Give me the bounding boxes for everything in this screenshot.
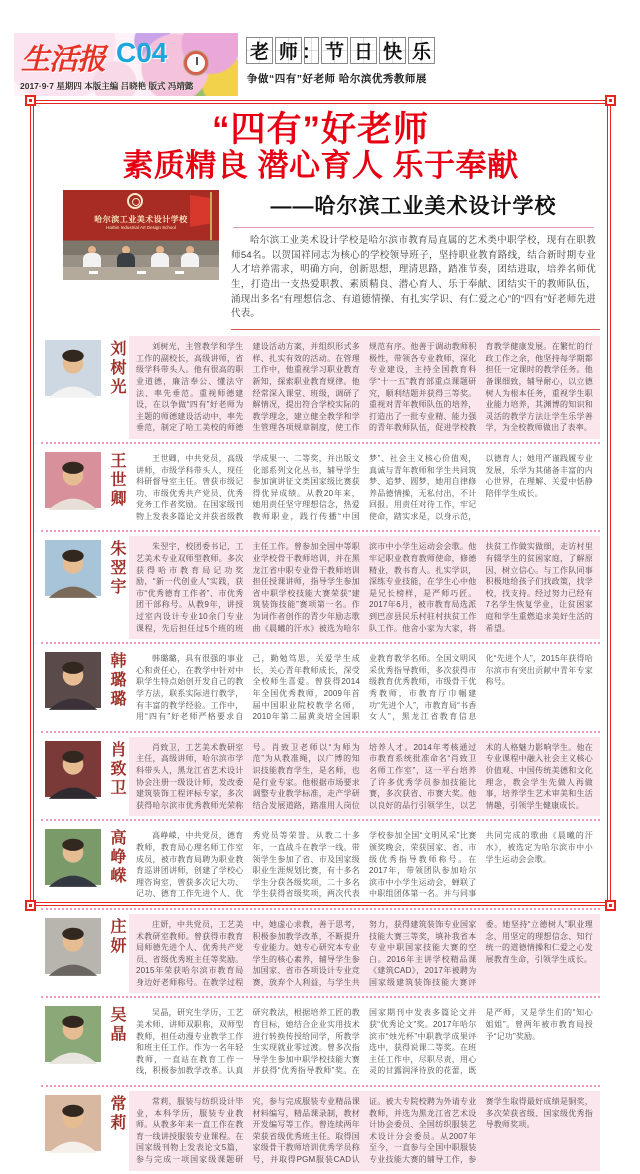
teacher-portrait (45, 1095, 101, 1151)
paper-sheet (89, 271, 98, 274)
teacher-portrait (45, 540, 101, 596)
teacher-bio: 刘树光，主管教学和学生工作的副校长，高级讲师，省级学科带头人。他有很高的职业道德，廉洁奉公、懂法守法、率先垂范。重视师德建设，在以争做“四有”好老师为主题的师德建设活动中，率先垂范，制定了哈工美校的师德建设活动方案，并组织形式多样、扎实有效的活动。在管理工作中，他重视学习职业教育新知，探索职业教育规律。他经常深入课堂、班级，调研了解情况，提出符合学校实际的教学理念，建立健全教学和学生管理各项规章制度，使工作规范有序。他善于调动教师积极性，带领各专业教师，深化专业建设，主持全国教育科学“十一五”教育部重点课题研究，顺利结题并获得三等奖。重视对青年教师队伍的培养，打造出了一批专业精、能力强的青年教师队伍，促进学校教育教学健康发展。在繁忙的行政工作之余，他坚持每学期都担任一定课时的教学任务。他备课细致，辅导耐心，以立德树人为根本任务，重视学生职业能力培养，其渊博的知识和灵活的教学方法让学生乐学善学，为全校教师做出了表率。 (129, 336, 600, 439)
teacher-portrait (45, 741, 101, 797)
banner-title (246, 37, 435, 64)
teacher-bio: 朱翌宇，校团委书记，工艺美术专业双师型教师。多次获得哈市教育局记功奖励，“新一代创业人”实践，获市“优秀德育工作者”、市优秀团干部称号。从教9年，讲授过室内设计专业10余门专业课程，先后担任过5个班的班主任工作。曾参加全国中等职业学校骨干教师培训，并在黑龙江省中职专业骨干教师培训担任授课讲师，指导学生参加省中职学校技能大赛荣获“建筑装饰技能”赛项第一名。作为词作者创作的青少年励志歌曲《晨曦的汗水》被选为哈尔滨市中小学生运动会会歌。他牢记职业教育教师使命，修德精业，教书育人。扎实学识，深练专业技能，在学生心中他是兄长榜样，是严师巧匠。2017年6月，被市教育局选派到巴彦县民乐村驻村扶贫工作队工作。他舍小家为大家，将扶贫工作做实做细，走访村里有辍学生的贫困家庭，了解原因，树立信心。与工作队同事积极地给孩子们找政策，找学校，找支持。经过努力已经有7名学生恢复学业，让贫困家庭和学生重燃追求美好生活的希望。 (129, 536, 600, 639)
page-code: C04 (116, 37, 168, 68)
person-silhouette-icon (45, 918, 101, 974)
teacher-row (41, 910, 600, 999)
person-silhouette-icon (45, 652, 101, 708)
teacher-name: 吴晶 (108, 1006, 127, 1045)
teacher-name: 常莉 (108, 1095, 127, 1134)
teacher-bio: 常莉，服装与纺织设计毕业，本科学历，服装专业教师。从教多年来一直工作在教育一线讲授服装专业课程。在国家级刊物上发表论文5篇，参与完成一项国家级课题研究，参与完成服装专业精品课材料编写，精品课录制，教材开发编写等工作。曾连续两年荣获省级优秀班主任。取得国家级骨干教师培训优秀学员称号，并取得PGM服装CAD认证。被大专院校聘为外请专业教师，并选为黑龙江省艺术设计协会委员、全国纺织服装艺术设计分会委员。从2007年至今，一直参与全国中职服装专业技能大赛的辅导工作，参赛学生取得最好成绩是铜奖，多次荣获省级、国家级优秀指导教师奖项。 (129, 1091, 600, 1171)
person-silhouette-icon (45, 340, 101, 396)
floral-collage (14, 33, 238, 96)
frame-corner-ornament (605, 95, 616, 106)
teacher-bio: 肖致卫，工艺美术教研室主任，高级讲师，哈尔滨市学科带头人，黑龙江省艺术设计协会注册一级设计师，发改委建筑装饰工程评标专家，多次获得哈尔滨市优秀教师光荣称号。肖致卫老师以“为师为范”为从教准绳，以广博的知识技能教育学生，是名师，也是行业专家。他根据市场要求调整专业教学标准，走产学研结合发展道路，踏准用人岗位培养人才。2014年考核通过市教育系统批准命名“肖致卫名师工作室”，这一平台培养了许多优秀学员参加技能比赛，多次获省、市赛大奖。他以良好的品行引领学生，以艺术的人格魅力影响学生。他在专业课程中融入社会主义核心价值观、中国传统美德和文化理念，教会学生先做人再做事，培养学生艺术审美和生活情趣，引领学生健康成长。 (129, 737, 600, 817)
lead-right (219, 190, 600, 322)
teacher-portrait (45, 452, 101, 508)
teacher-row (41, 444, 600, 533)
banner-char-box: 日 (350, 37, 377, 64)
teacher-name: 朱翌宇 (108, 540, 127, 598)
person-silhouette-icon (45, 741, 101, 797)
editor-text: 本版主编 吕晓艳 版式 冯靖懿 (84, 81, 194, 91)
teacher-name: 高峥嵘 (108, 829, 127, 887)
teacher-name: 庄妍 (108, 917, 127, 956)
teacher-portrait (45, 340, 101, 396)
person-silhouette-icon (45, 1095, 101, 1151)
teacher-name: 肖致卫 (108, 740, 127, 798)
teacher-portrait (45, 829, 101, 885)
date-text: 2017·9·7 星期四 (20, 81, 82, 91)
date-editor-line (20, 80, 193, 92)
teacher-portrait (45, 1006, 101, 1062)
teacher-list (41, 332, 600, 1173)
byline-rule (233, 227, 594, 228)
banner-char-box: 师 (275, 37, 302, 64)
school-photo (63, 190, 219, 280)
banner-char-box: 节 (321, 37, 348, 64)
frame-corner-ornament (25, 900, 36, 911)
frame-inner (33, 103, 608, 1164)
school-logo-icon (127, 193, 143, 209)
article-frame (30, 100, 611, 1164)
person-silhouette-icon (45, 540, 101, 596)
teacher-bio: 高峥嵘，中共党员，德育教师，教育局心理名师工作室成员，被市教育局聘为职业教育巡讲团讲师，创建了学校心理咨询室，曾获多次记大功、记功、德育工作先进个人、优秀党员等荣誉。从教二十多年，一直战斗在教学一线。带领学生参加了省、市及国家级职业生涯规划比赛，有十多名学生分获各级奖项，二十多名学生获得省级奖项，两次代表学校参加全国“文明风采”比赛颁奖晚会，荣获国家、省、市级优秀指导教师称号。在2017年，带领团队参加哈尔滨市中小学生运动会，蝉联了中职组团体第一名。并与同事共同完成的歌曲《晨曦的汗水》，被选定为哈尔滨市中小学生运动会会歌。 (136, 831, 593, 899)
teacher-name: 韩璐璐 (108, 652, 127, 710)
clock-icon (184, 51, 208, 75)
lead-section (41, 190, 600, 322)
frame-corner-ornament (25, 95, 36, 106)
intro-bottom-rule (231, 329, 600, 330)
banner-char-box: 快 (379, 37, 406, 64)
teacher-row (41, 821, 600, 910)
banner-subtitle: 争做“四有”好老师 哈尔滨优秀教师展 (247, 73, 427, 85)
article-byline: ——哈尔滨工业美术设计学校 (270, 194, 557, 218)
banner-char-box: 乐 (408, 37, 435, 64)
banner-char-box: 老 (246, 37, 273, 64)
teacher-portrait (45, 652, 101, 708)
teacher-row (41, 1087, 600, 1174)
teacher-bio: 庄妍，中共党员，工艺美术教研室教师。曾获得市教育局师德先进个人、优秀共产党员、省级优秀班主任等奖励。2015年荣获哈尔滨市教育局身边好老师称号。在教学过程中，她虚心求教，善于思考，积极参加教学改革，不断提升专业能力。她专心研究本专业学生的核心素养，辅导学生参加国家、省市各项设计专业竞赛，放弃个人利益，与学生共努力，获得建筑装饰专业国家技能大赛三等奖，填补我省本专业中职国家技能大赛的空白。2016年主讲学校精品课《建筑CAD》，2017年被聘为国家级建筑装饰技能大赛评委。她坚持“立德树人”职业理念，用坚定的理想信念、知行统一的道德情操和仁爱之心发展教育生命，引领学生成长。 (129, 914, 600, 994)
school-name-cn: 哈尔滨工业美术设计学校 (94, 214, 188, 224)
teacher-row (41, 998, 600, 1087)
teacher-row (41, 733, 600, 822)
teacher-bio: 王世卿，中共党员，高级讲师，市级学科带头人，现任科研督导室主任。曾获市级记功、市级优秀共产党员、优秀党务工作者奖励。在国家级刊物上发表多篇论文并获省级教学成果一、二等奖，并出版文化部系列文化丛书，辅导学生参加演讲征文类国家级比赛获得优异成绩。从教20年来，她用责任坚守理想信念，热爱教师职业，践行传播“中国梦”、社会主义核心价值观，真诚与青年教师和学生共同筑梦、追梦、圆梦，她用自律修养品德情操，无私付出，不计回报。用责任对待工作，牢记使命，踏实求是，以身示范，以德育人；她用严谨践履专业发展，乐学为其储备丰富的内心世界，在理解、关爱中恬静陪伴学生成长。 (136, 453, 593, 521)
headline-line1: “四有”好老师 (211, 110, 429, 149)
teacher-row (41, 532, 600, 644)
person-silhouette-icon (45, 452, 101, 508)
paper-name: 生活报 (21, 42, 106, 76)
china-flag (190, 195, 210, 227)
frame-corner-ornament (605, 900, 616, 911)
teacher-row (41, 644, 600, 733)
flag-pole (210, 192, 212, 240)
teacher-bio: 韩璐璐，具有很强的事业心和责任心，在教学中针对中职学生特点始创开发自己的教学方法，联系实际进行教学，有丰富的教学经验。工作中，用“四有”好老师严格要求自己，勤勉笃思，关爱学生成长，关心青年教师成长，深受全校师生喜爱。曾获得2014年全国优秀教师，2009年首届中国职业院校教学名师，2010年第二届黄炎培全国职业教育教学名师。全国文明风采优秀指导教师，多次获得市级教育优秀教师，市级骨干优秀教师，市教育厅巾帼建功“先进个人”，市教育局“书香女人”，黑龙江省教育信息化“先进个人”，2015年获得哈尔滨市有突出贡献中青年专家称号。 (136, 654, 593, 722)
teacher-name: 王世卿 (108, 451, 127, 509)
school-name-en: Harbin Industrial Art Design School (106, 224, 176, 230)
intro-paragraph: 哈尔滨工业美术设计学校是哈尔滨市教育局直属的艺术类中职学校，现有在职教师54名。以贺国祥同志为核心的学校领导班子，坚持职业教育路线，结合新时期专业人才培养需求，明确方向，创新思想，理清思路，踏准节奏，团结进取，培养名师优生，打造出一支热爱职教、素质精良、潜心育人、乐于奉献、团结实干的教师队伍，涌现出多名“有理想信念、有道德情操、有扎实学识、有仁爱之心”的“四有”好老师先进代表。 (231, 234, 596, 320)
headline-line2: 素质精良 潜心育人 乐于奉献 (122, 147, 519, 183)
banner-char-box: ： (304, 37, 319, 64)
person-silhouette-icon (45, 1006, 101, 1062)
teacher-portrait (45, 918, 101, 974)
person-silhouette-icon (45, 829, 101, 885)
paper-sheet (137, 271, 146, 274)
teacher-bio: 吴晶，研究生学历，工艺美术师、讲师双职称，双师型教师，担任动漫专业教学工作和班主任工作。作为一名年轻教师，一直站在教育工作一线，积极参加教学改革。认真研究教法，根据培养工匠的教育目标，她结合企业实用技术进行转换传授给同学，所教学生实现就业零过渡。曾多次指导学生参加中职学校技能大赛并获得“优秀指导教师”奖。在国家期刊中发表多篇论文并获“优秀论文”奖。2017年哈尔滨市“烛光杯”中职教学成果评选中，获得说课二等奖。在班主任工作中，尽职尽责，用心灵的甘露润泽待放的花蕾，既是严师，又是学生们的“知心姐姐”。曾两年被市教育局授予“记功”奖励。 (136, 1008, 593, 1076)
teacher-row (41, 332, 600, 444)
teacher-name: 刘树光 (108, 340, 127, 398)
paper-sheet (175, 271, 184, 274)
masthead (0, 0, 640, 98)
headline (41, 112, 600, 183)
